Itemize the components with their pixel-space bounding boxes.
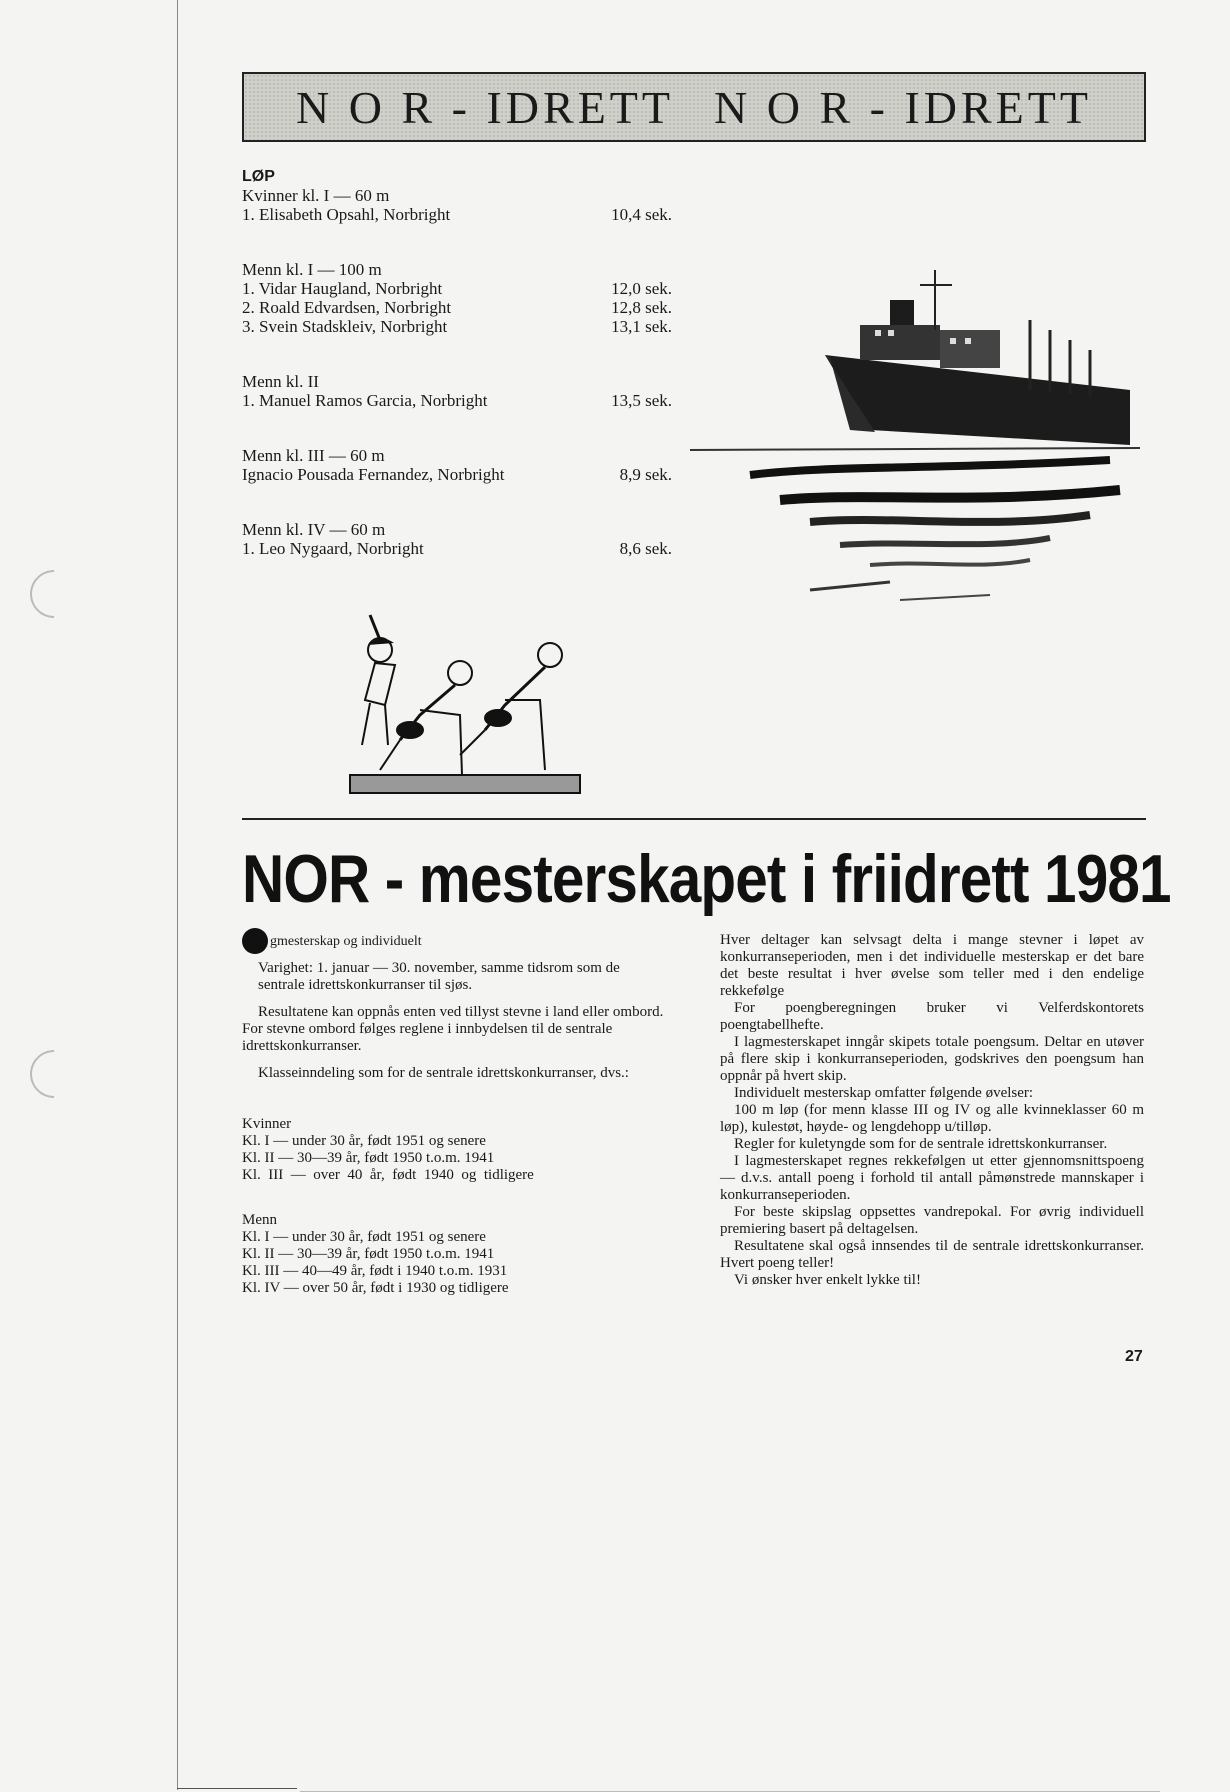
paragraph: For poengberegningen bruker vi Velferdskontorets poengtabellhefte. (720, 1000, 1144, 1033)
class-group-label: Menn (242, 1212, 277, 1228)
punch-hole-mark (20, 1040, 88, 1108)
result-group (242, 446, 672, 484)
paragraph: Hver deltager kan selvsagt delta i mange stevner i løpet av konkurranseperioden, men i det individuelle mesterskap er det bare det beste resultat i hver øvelse som teller med i den endelige rekkefølge (720, 932, 1144, 999)
ship-illustration (690, 260, 1140, 620)
result-row (242, 279, 672, 298)
athlete-name: 1. Vidar Haugland, Norbright (242, 279, 443, 298)
paragraph: 100 m løp (for menn klasse III og IV og alle kvinneklasser 60 m løp), kulestøt, høyde- og lengdehopp u/tilløp. (720, 1102, 1144, 1135)
result-category: Menn kl. II (242, 372, 319, 391)
ink-blot-icon (242, 928, 268, 954)
subhead-text: gmesterskap og individuelt (270, 933, 422, 949)
result-group (242, 372, 672, 410)
class-row: Kl. I — under 30 år, født 1951 og senere (242, 1133, 486, 1149)
result-group (242, 186, 672, 224)
result-time: 13,5 sek. (611, 391, 672, 410)
results-list (242, 167, 672, 594)
result-group (242, 520, 672, 558)
article-title: NOR - mesterskapet i friidrett 1981 (242, 841, 1171, 917)
page-number: 27 (1125, 1348, 1143, 1365)
class-row: Kl. IV — over 50 år, født i 1930 og tidligere (242, 1280, 509, 1296)
result-row (242, 465, 672, 484)
result-time: 13,1 sek. (611, 317, 672, 336)
result-time: 12,0 sek. (611, 279, 672, 298)
class-list (242, 1116, 668, 1297)
class-row: Kl. III — 40—49 år, født i 1940 t.o.m. 1931 (242, 1263, 508, 1279)
result-category: Menn kl. III — 60 m (242, 446, 385, 465)
paragraph: Varighet: 1. januar — 30. november, samme tidsrom som de sentrale idrettskonkurranser til sjøs. (258, 960, 620, 993)
class-row: Kl. I — under 30 år, født 1951 og senere (242, 1229, 486, 1245)
athlete-name: Ignacio Pousada Fernandez, Norbright (242, 465, 505, 484)
article-right-column (720, 932, 1144, 1289)
result-category: Menn kl. I — 100 m (242, 260, 382, 279)
class-group-label: Kvinner (242, 1116, 292, 1132)
paragraph: I lagmesterskapet regnes rekkefølgen ut etter gjennomsnittspoeng — d.v.s. antall poeng i forhold til antall påmønstrede mannskaper i konkurranseperioden. (720, 1153, 1144, 1203)
result-category: Kvinner kl. I — 60 m (242, 186, 390, 205)
result-time: 8,6 sek. (619, 539, 672, 558)
result-category: Menn kl. IV — 60 m (242, 520, 386, 539)
banner-text-right: N O R - IDRETT (714, 81, 1092, 133)
paragraph: Resultatene skal også innsendes til de sentrale idrettskonkurranser. Hvert poeng teller! (720, 1238, 1144, 1271)
paragraph: Klasseinndeling som for de sentrale idrettskonkurranser, dvs.: (258, 1065, 629, 1081)
athlete-name: 1. Manuel Ramos Garcia, Norbright (242, 391, 488, 410)
result-row (242, 317, 672, 336)
athlete-name: 2. Roald Edvardsen, Norbright (242, 298, 452, 317)
paragraph: Vi ønsker hver enkelt lykke til! (734, 1272, 921, 1288)
article-left-column (242, 928, 668, 1297)
results-heading: LØP (242, 168, 275, 185)
result-row (242, 205, 672, 224)
result-time: 10,4 sek. (611, 205, 672, 224)
paragraph: Regler for kuletyngde som for de sentrale idrettskonkurranser. (734, 1136, 1108, 1152)
class-row: Kl. II — 30—39 år, født 1950 t.o.m. 1941 (242, 1246, 495, 1262)
class-row: Kl. III — over 40 år, født 1940 og tidligere (242, 1167, 534, 1183)
paragraph: I lagmesterskapet inngår skipets totale poengsum. Deltar en utøver på flere skip i konkurranseperioden, godskrives den poengsum han oppnår på hvert skip. (720, 1034, 1144, 1084)
result-time: 8,9 sek. (619, 465, 672, 484)
paragraph: Resultatene kan oppnås enten ved tillyst stevne i land eller ombord. For stevne ombord følges reglene i innbydelsen til de sentrale idrettskonkurranser. (242, 1004, 664, 1054)
class-row: Kl. II — 30—39 år, født 1950 t.o.m. 1941 (242, 1150, 495, 1166)
punch-hole-mark (20, 560, 88, 628)
page-edge-line (177, 0, 178, 1790)
result-row (242, 391, 672, 410)
header-banner (242, 72, 1146, 142)
result-row (242, 298, 672, 317)
paragraph: For beste skipslag oppsettes vandrepokal. For øvrig individuell premiering basert på deltagelsen. (720, 1204, 1144, 1237)
athlete-name: 1. Leo Nygaard, Norbright (242, 539, 424, 558)
section-divider (242, 818, 1146, 820)
page-bottom-line (177, 1788, 297, 1789)
banner-text-left: N O R - IDRETT (296, 81, 674, 133)
athlete-name: 3. Svein Stadskleiv, Norbright (242, 317, 448, 336)
article-subhead (242, 928, 668, 954)
athlete-name: 1. Elisabeth Opsahl, Norbright (242, 205, 451, 224)
result-row (242, 539, 672, 558)
result-time: 12,8 sek. (611, 298, 672, 317)
runners-cartoon (340, 605, 590, 805)
result-group (242, 260, 672, 336)
paragraph: Individuelt mesterskap omfatter følgende øvelser: (734, 1085, 1034, 1101)
